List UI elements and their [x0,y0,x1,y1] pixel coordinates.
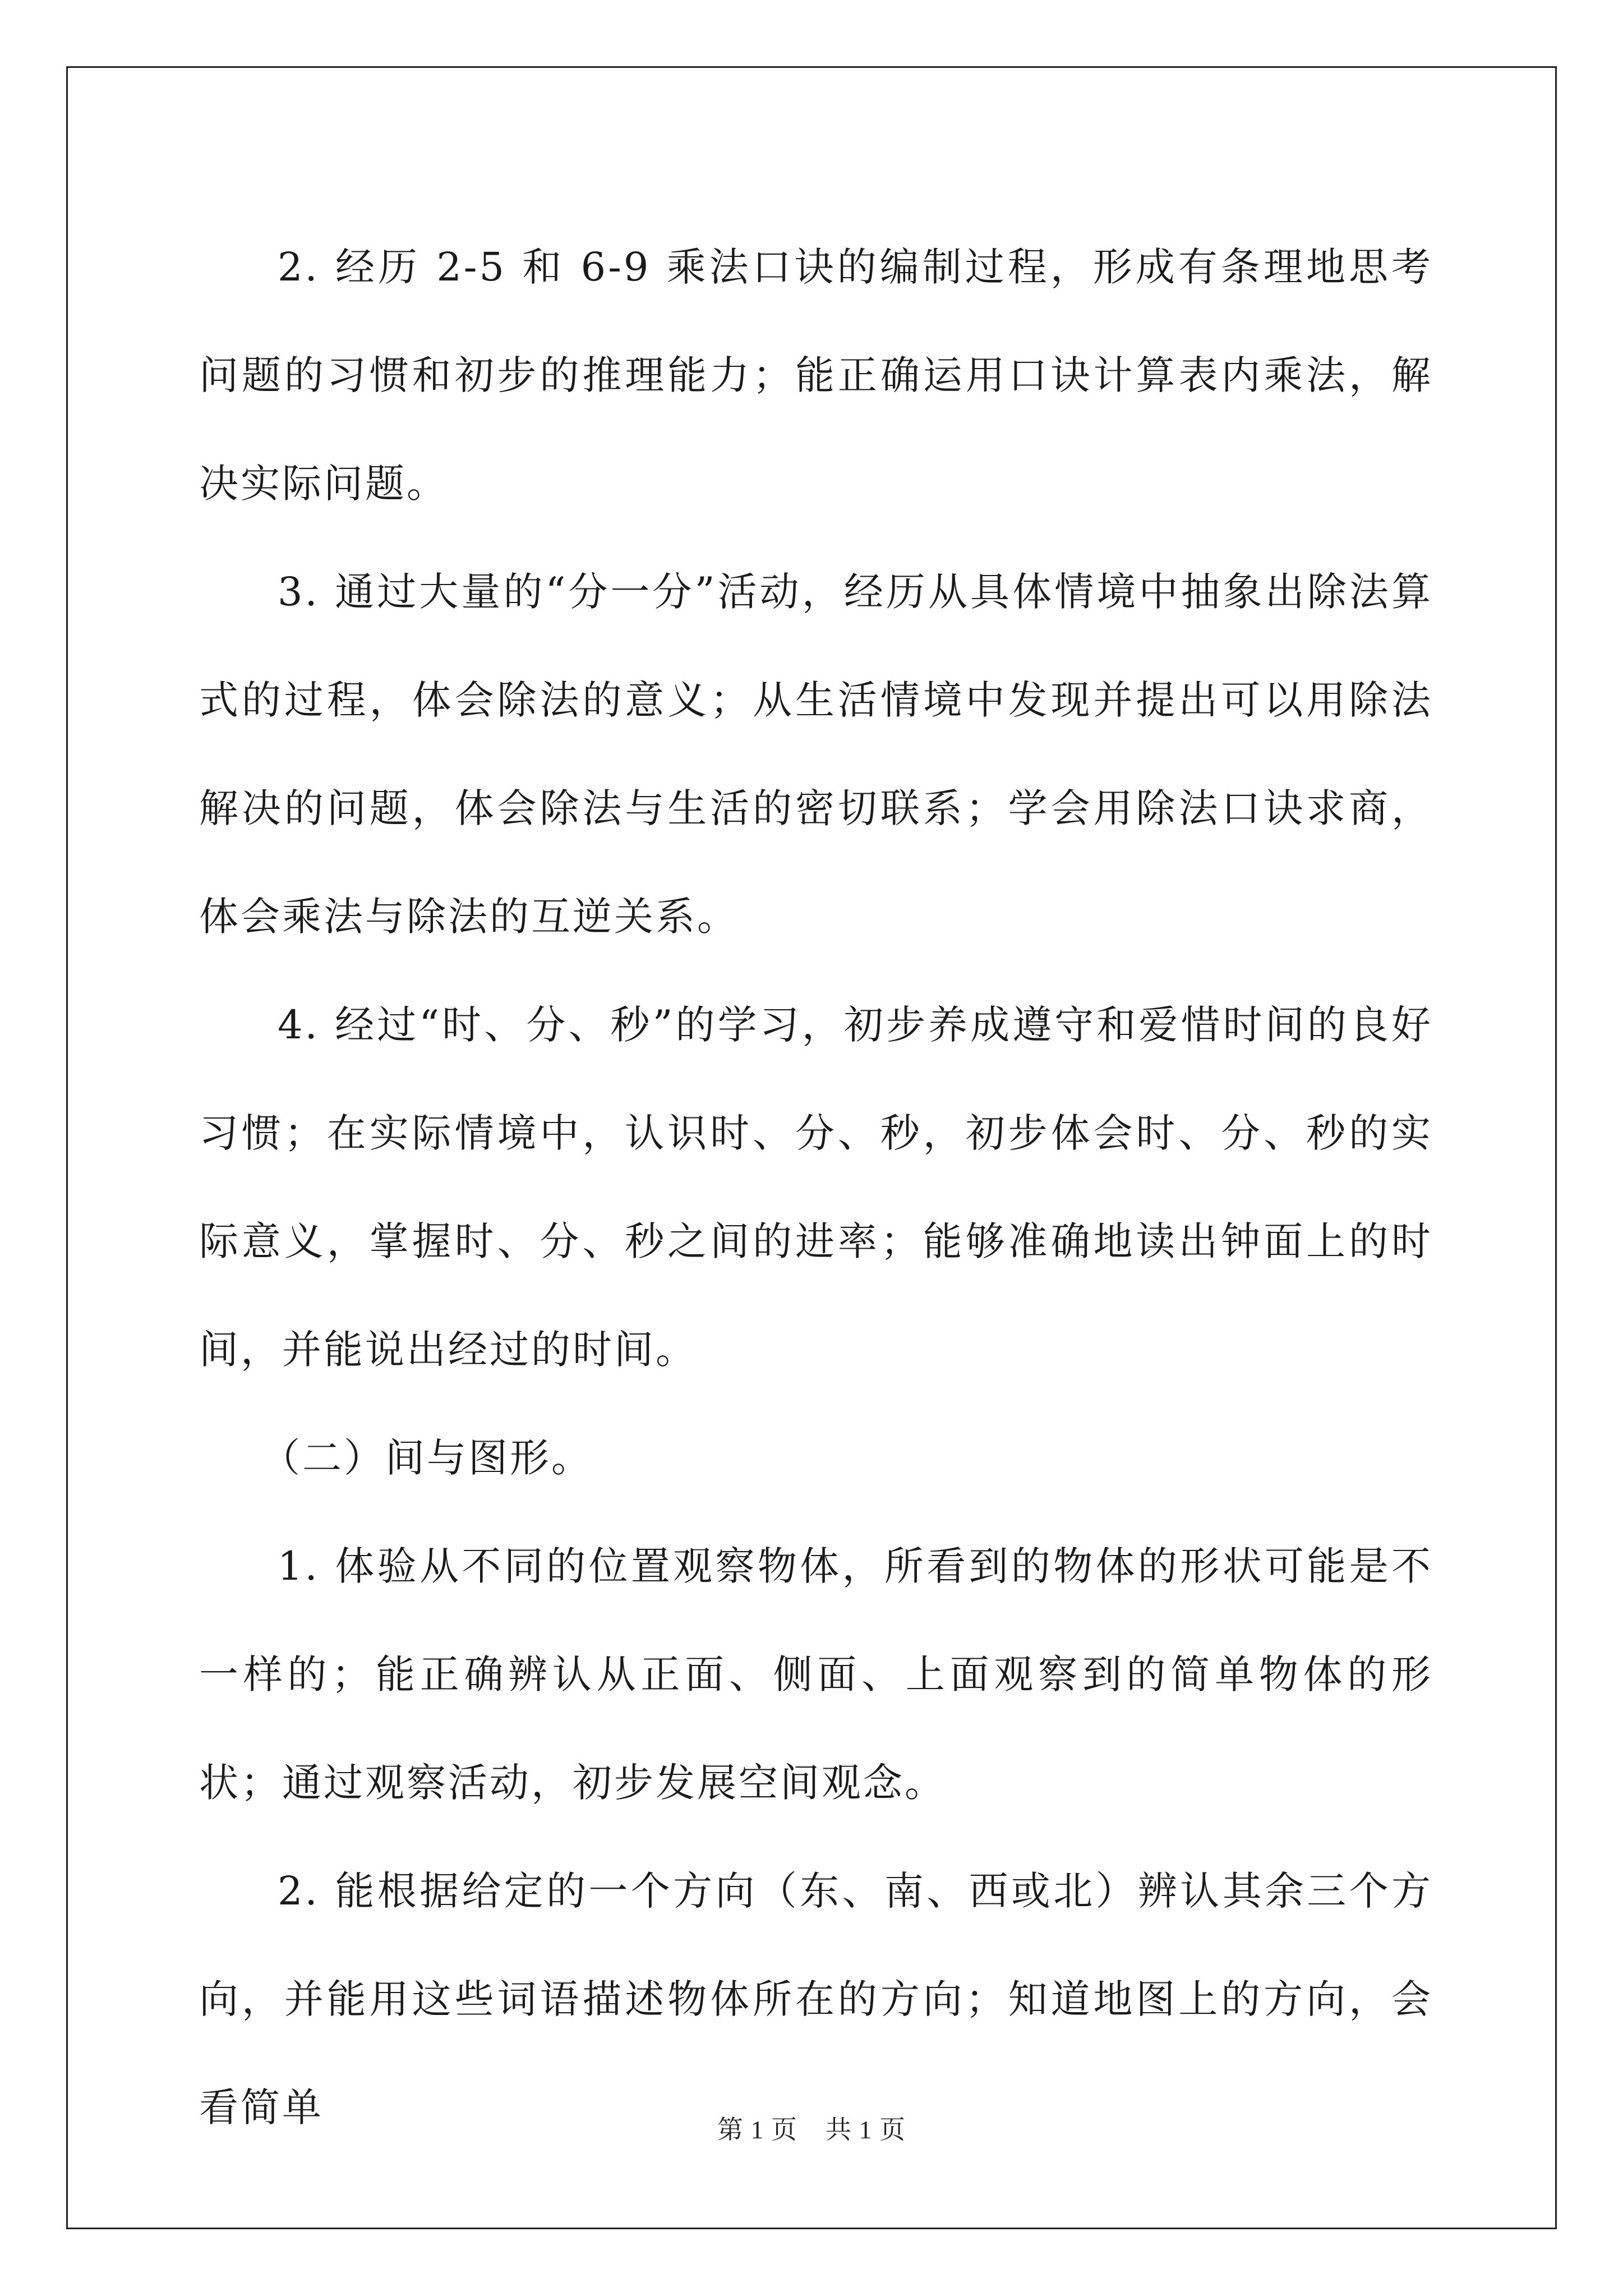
paragraph-observing-objects: 1. 体验从不同的位置观察物体，所看到的物体的形状可能是不一样的；能正确辨认从正面、侧面、上面观察到的简单物体的形状；通过观察活动，初步发展空间观念。 [199,1543,1433,1806]
page-total: 共 1 页 [826,2115,906,2144]
page-number: 第 1 页 [717,2115,797,2144]
section-heading-space-and-shapes: （二）间与图形。 [261,1435,593,1481]
page-footer [0,2109,1623,2146]
paragraph-multiplication: 2. 经历 2-5 和 6-9 乘法口诀的编制过程，形成有条理地思考问题的习惯和初步的推理能力；能正确运用口诀计算表内乘法，解决实际问题。 [199,244,1433,507]
paragraph-time: 4. 经过“时、分、秒”的学习，初步养成遵守和爱惜时间的良好习惯；在实际情境中，认识时、分、秒，初步体会时、分、秒的实际意义，掌握时、分、秒之间的进率；能够准确地读出钟面上的时间，并能说出经过的时间。 [199,1002,1433,1373]
paragraph-directions: 2. 能根据给定的一个方向（东、南、西或北）辨认其余三个方向，并能用这些词语描述物体所在的方向；知道地图上的方向，会看简单 [199,1868,1433,2131]
paragraph-division: 3. 通过大量的“分一分”活动，经历从具体情境中抽象出除法算式的过程，体会除法的意义；从生活情境中发现并提出可以用除法解决的问题，体会除法与生活的密切联系；学会用除法口诀求商，体会乘法与除法的互逆关系。 [199,569,1433,940]
document-body [199,213,1433,2162]
